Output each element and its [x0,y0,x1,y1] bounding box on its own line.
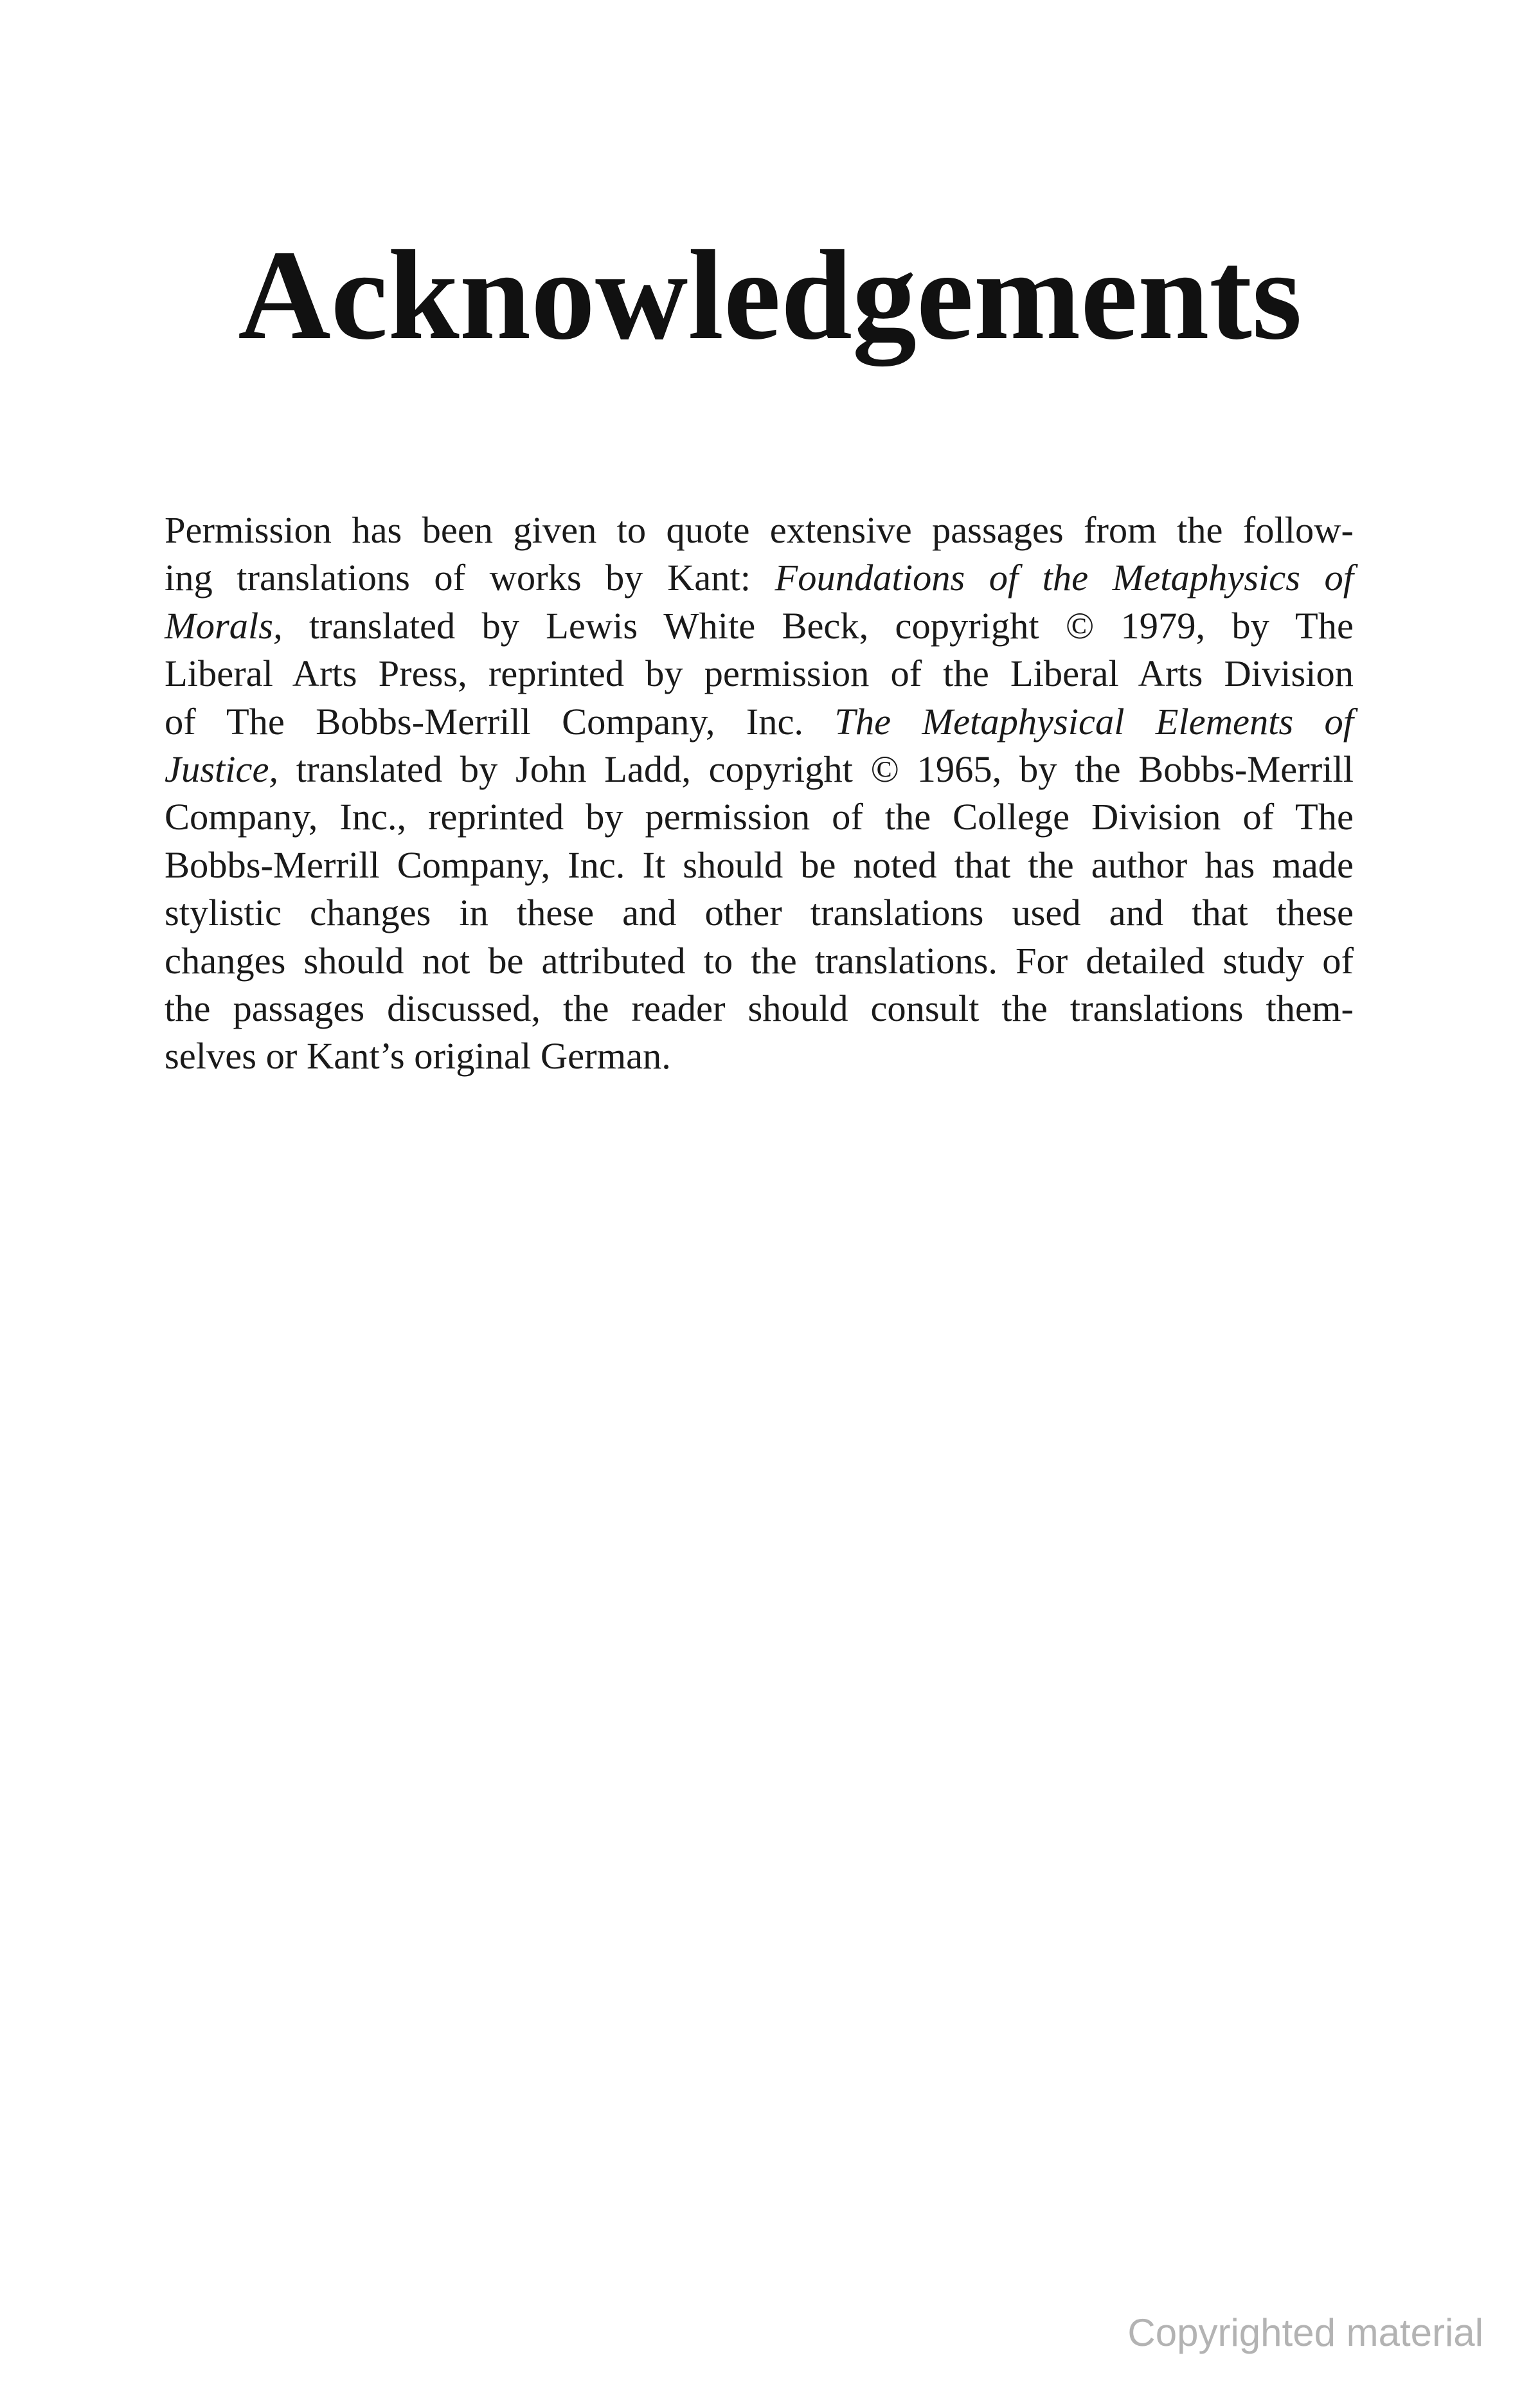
paragraph-line [165,889,1354,937]
paragraph-line [165,602,1354,650]
italic-title-text: Foundations of the Metaphysics of [774,557,1354,599]
paragraph-line [165,842,1354,889]
paragraph-line [165,937,1354,985]
paragraph-line [165,650,1354,698]
acknowledgements-paragraph [165,507,1354,1081]
italic-title-text: Morals, [165,604,283,647]
copyright-watermark: Copyrighted material [1127,2311,1483,2354]
italic-title-text: The Metaphysical Elements of [834,700,1354,743]
italic-title-text: Justice, [165,748,279,790]
paragraph-line [165,1032,1354,1080]
paragraph-line [165,985,1354,1032]
paragraph-line [165,698,1354,746]
text-segment: Company, Inc., reprinted by permission of the College Division of The [165,796,1354,838]
text-segment: Permission has been given to quote extensive passages from the follow- [165,509,1354,551]
page-title: Acknowledgements [238,224,1302,366]
paragraph-line [165,793,1354,841]
text-segment: Bobbs-Merrill Company, Inc. It should be noted that the author has made [165,843,1354,886]
text-segment: Liberal Arts Press, reprinted by permission of the Liberal Arts Division [165,653,1354,695]
text-segment: ing translations of works by Kant: [165,557,775,599]
text-segment: the passages discussed, the reader should consult the translations them- [165,987,1354,1029]
text-segment: translated by John Ladd, copyright © 1965, by the Bobbs-Merrill [278,748,1354,790]
text-segment: selves or Kant’s original German. [165,1035,671,1077]
text-segment: of The Bobbs-Merrill Company, Inc. [165,700,835,743]
text-segment: translated by Lewis White Beck, copyright © 1979, by The [282,604,1354,647]
text-segment: changes should not be attributed to the translations. For detailed study of [165,939,1354,982]
paragraph-line [165,507,1354,554]
text-segment: stylistic changes in these and other translations used and that these [165,892,1354,934]
paragraph-line [165,746,1354,793]
paragraph-line [165,554,1354,602]
